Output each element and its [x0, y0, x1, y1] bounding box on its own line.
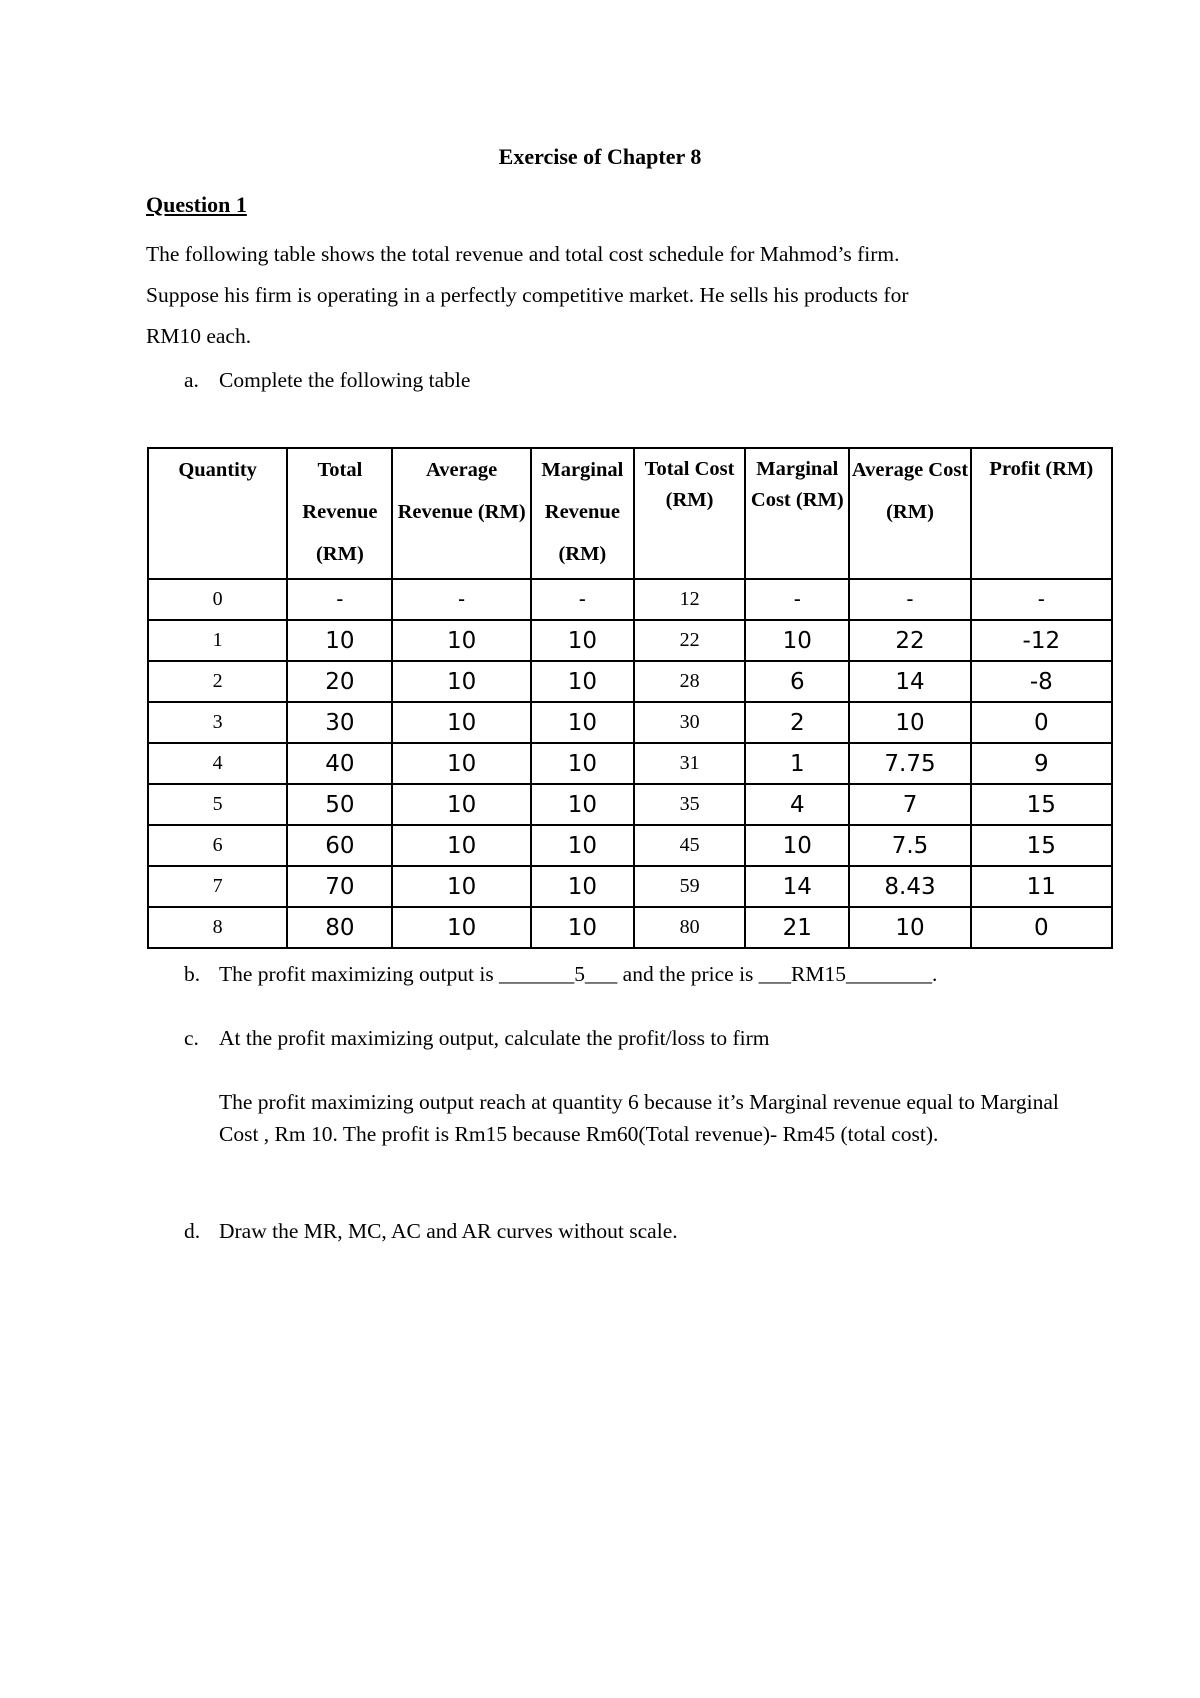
- intro-paragraph: [146, 234, 1046, 357]
- item-marker: d.: [184, 1219, 201, 1243]
- page-title: Exercise of Chapter 8: [498, 144, 702, 169]
- table-cell: 10: [392, 907, 530, 948]
- column-header: Average Cost (RM): [849, 448, 970, 579]
- table-cell: 15: [971, 825, 1112, 866]
- table-cell: 10: [287, 620, 392, 661]
- table-cell: 10: [531, 620, 634, 661]
- table-cell: -12: [971, 620, 1112, 661]
- table-cell: 3: [148, 702, 287, 743]
- table-row: [148, 907, 1112, 948]
- table-cell: 21: [745, 907, 849, 948]
- table-row: [148, 784, 1112, 825]
- column-header: Total Cost (RM): [634, 448, 745, 579]
- table-row: [148, 620, 1112, 661]
- table-cell: 10: [531, 784, 634, 825]
- table-cell: 20: [287, 661, 392, 702]
- table-cell: 0: [971, 907, 1112, 948]
- table-cell: 10: [392, 661, 530, 702]
- intro-line: RM10 each.: [146, 324, 252, 348]
- table-cell: 80: [287, 907, 392, 948]
- table-cell: 22: [634, 620, 745, 661]
- question-heading: Question 1: [146, 192, 247, 217]
- table-cell: -: [287, 579, 392, 620]
- table-cell: 10: [531, 907, 634, 948]
- table-cell: 2: [148, 661, 287, 702]
- table-cell: 1: [745, 743, 849, 784]
- table-cell: 14: [849, 661, 970, 702]
- item-marker: b.: [184, 962, 201, 986]
- table-cell: 12: [634, 579, 745, 620]
- revenue-cost-table: [147, 447, 1113, 949]
- table-cell: 0: [148, 579, 287, 620]
- table-cell: 8: [148, 907, 287, 948]
- column-header: Marginal Revenue (RM): [531, 448, 634, 579]
- item-text: At the profit maximizing output, calculate the profit/loss to firm: [219, 1026, 770, 1050]
- table-cell: 30: [287, 702, 392, 743]
- table-cell: 10: [531, 661, 634, 702]
- table-cell: -: [745, 579, 849, 620]
- table-cell: 10: [531, 825, 634, 866]
- table-cell: 10: [849, 907, 970, 948]
- table-cell: 10: [392, 784, 530, 825]
- table-cell: 80: [634, 907, 745, 948]
- table-cell: 5: [148, 784, 287, 825]
- table-cell: 45: [634, 825, 745, 866]
- answer-c-paragraph: The profit maximizing output reach at quantity 6 because it’s Marginal revenue equal to Marginal Cost , Rm 10. The profit is Rm15 because Rm60(Total revenue)- Rm45 (total cost).: [219, 1090, 1059, 1146]
- table-cell: 50: [287, 784, 392, 825]
- item-text: Draw the MR, MC, AC and AR curves without scale.: [219, 1219, 678, 1243]
- table-cell: 10: [531, 702, 634, 743]
- table-cell: 10: [392, 743, 530, 784]
- table-cell: 10: [392, 866, 530, 907]
- table-cell: 7.5: [849, 825, 970, 866]
- table-cell: 6: [148, 825, 287, 866]
- table-cell: 9: [971, 743, 1112, 784]
- item-text: Complete the following table: [219, 368, 471, 392]
- table-cell: 6: [745, 661, 849, 702]
- table-cell: 31: [634, 743, 745, 784]
- table-cell: 10: [392, 825, 530, 866]
- table-header-row: [148, 448, 1112, 579]
- intro-line: The following table shows the total revenue and total cost schedule for Mahmod’s firm.: [146, 242, 900, 266]
- table-row: [148, 661, 1112, 702]
- intro-line: Suppose his firm is operating in a perfectly competitive market. He sells his products for: [146, 283, 909, 307]
- table-row: [148, 866, 1112, 907]
- table-cell: 10: [392, 702, 530, 743]
- item-marker: c.: [184, 1026, 199, 1050]
- table-cell: 22: [849, 620, 970, 661]
- table-cell: 10: [849, 702, 970, 743]
- table-cell: 10: [531, 743, 634, 784]
- table-cell: 70: [287, 866, 392, 907]
- table-cell: 7: [849, 784, 970, 825]
- table-cell: 10: [745, 620, 849, 661]
- table-cell: 1: [148, 620, 287, 661]
- table-cell: 10: [392, 620, 530, 661]
- table-row: [148, 825, 1112, 866]
- table-cell: 14: [745, 866, 849, 907]
- table-cell: 10: [531, 866, 634, 907]
- table-cell: 28: [634, 661, 745, 702]
- table-cell: 7.75: [849, 743, 970, 784]
- table-cell: 59: [634, 866, 745, 907]
- table-cell: -: [392, 579, 530, 620]
- table-cell: 10: [745, 825, 849, 866]
- column-header: Total Revenue (RM): [287, 448, 392, 579]
- table-cell: 2: [745, 702, 849, 743]
- table-cell: 30: [634, 702, 745, 743]
- table-cell: 11: [971, 866, 1112, 907]
- column-header: Average Revenue (RM): [392, 448, 530, 579]
- table-cell: 8.43: [849, 866, 970, 907]
- table-cell: -: [849, 579, 970, 620]
- table-cell: -: [531, 579, 634, 620]
- table-row: [148, 579, 1112, 620]
- item-marker: a.: [184, 368, 199, 392]
- table-cell: 4: [745, 784, 849, 825]
- table-row: [148, 702, 1112, 743]
- table-row: [148, 743, 1112, 784]
- table-cell: 60: [287, 825, 392, 866]
- table-cell: 4: [148, 743, 287, 784]
- table-cell: 7: [148, 866, 287, 907]
- item-text: The profit maximizing output is _______5___ and the price is ___RM15________.: [219, 962, 938, 986]
- column-header: Marginal Cost (RM): [745, 448, 849, 579]
- table-cell: 40: [287, 743, 392, 784]
- table-cell: -8: [971, 661, 1112, 702]
- table-cell: 0: [971, 702, 1112, 743]
- column-header: Profit (RM): [971, 448, 1112, 579]
- column-header: Quantity: [148, 448, 287, 579]
- table-cell: 15: [971, 784, 1112, 825]
- table-cell: -: [971, 579, 1112, 620]
- table-cell: 35: [634, 784, 745, 825]
